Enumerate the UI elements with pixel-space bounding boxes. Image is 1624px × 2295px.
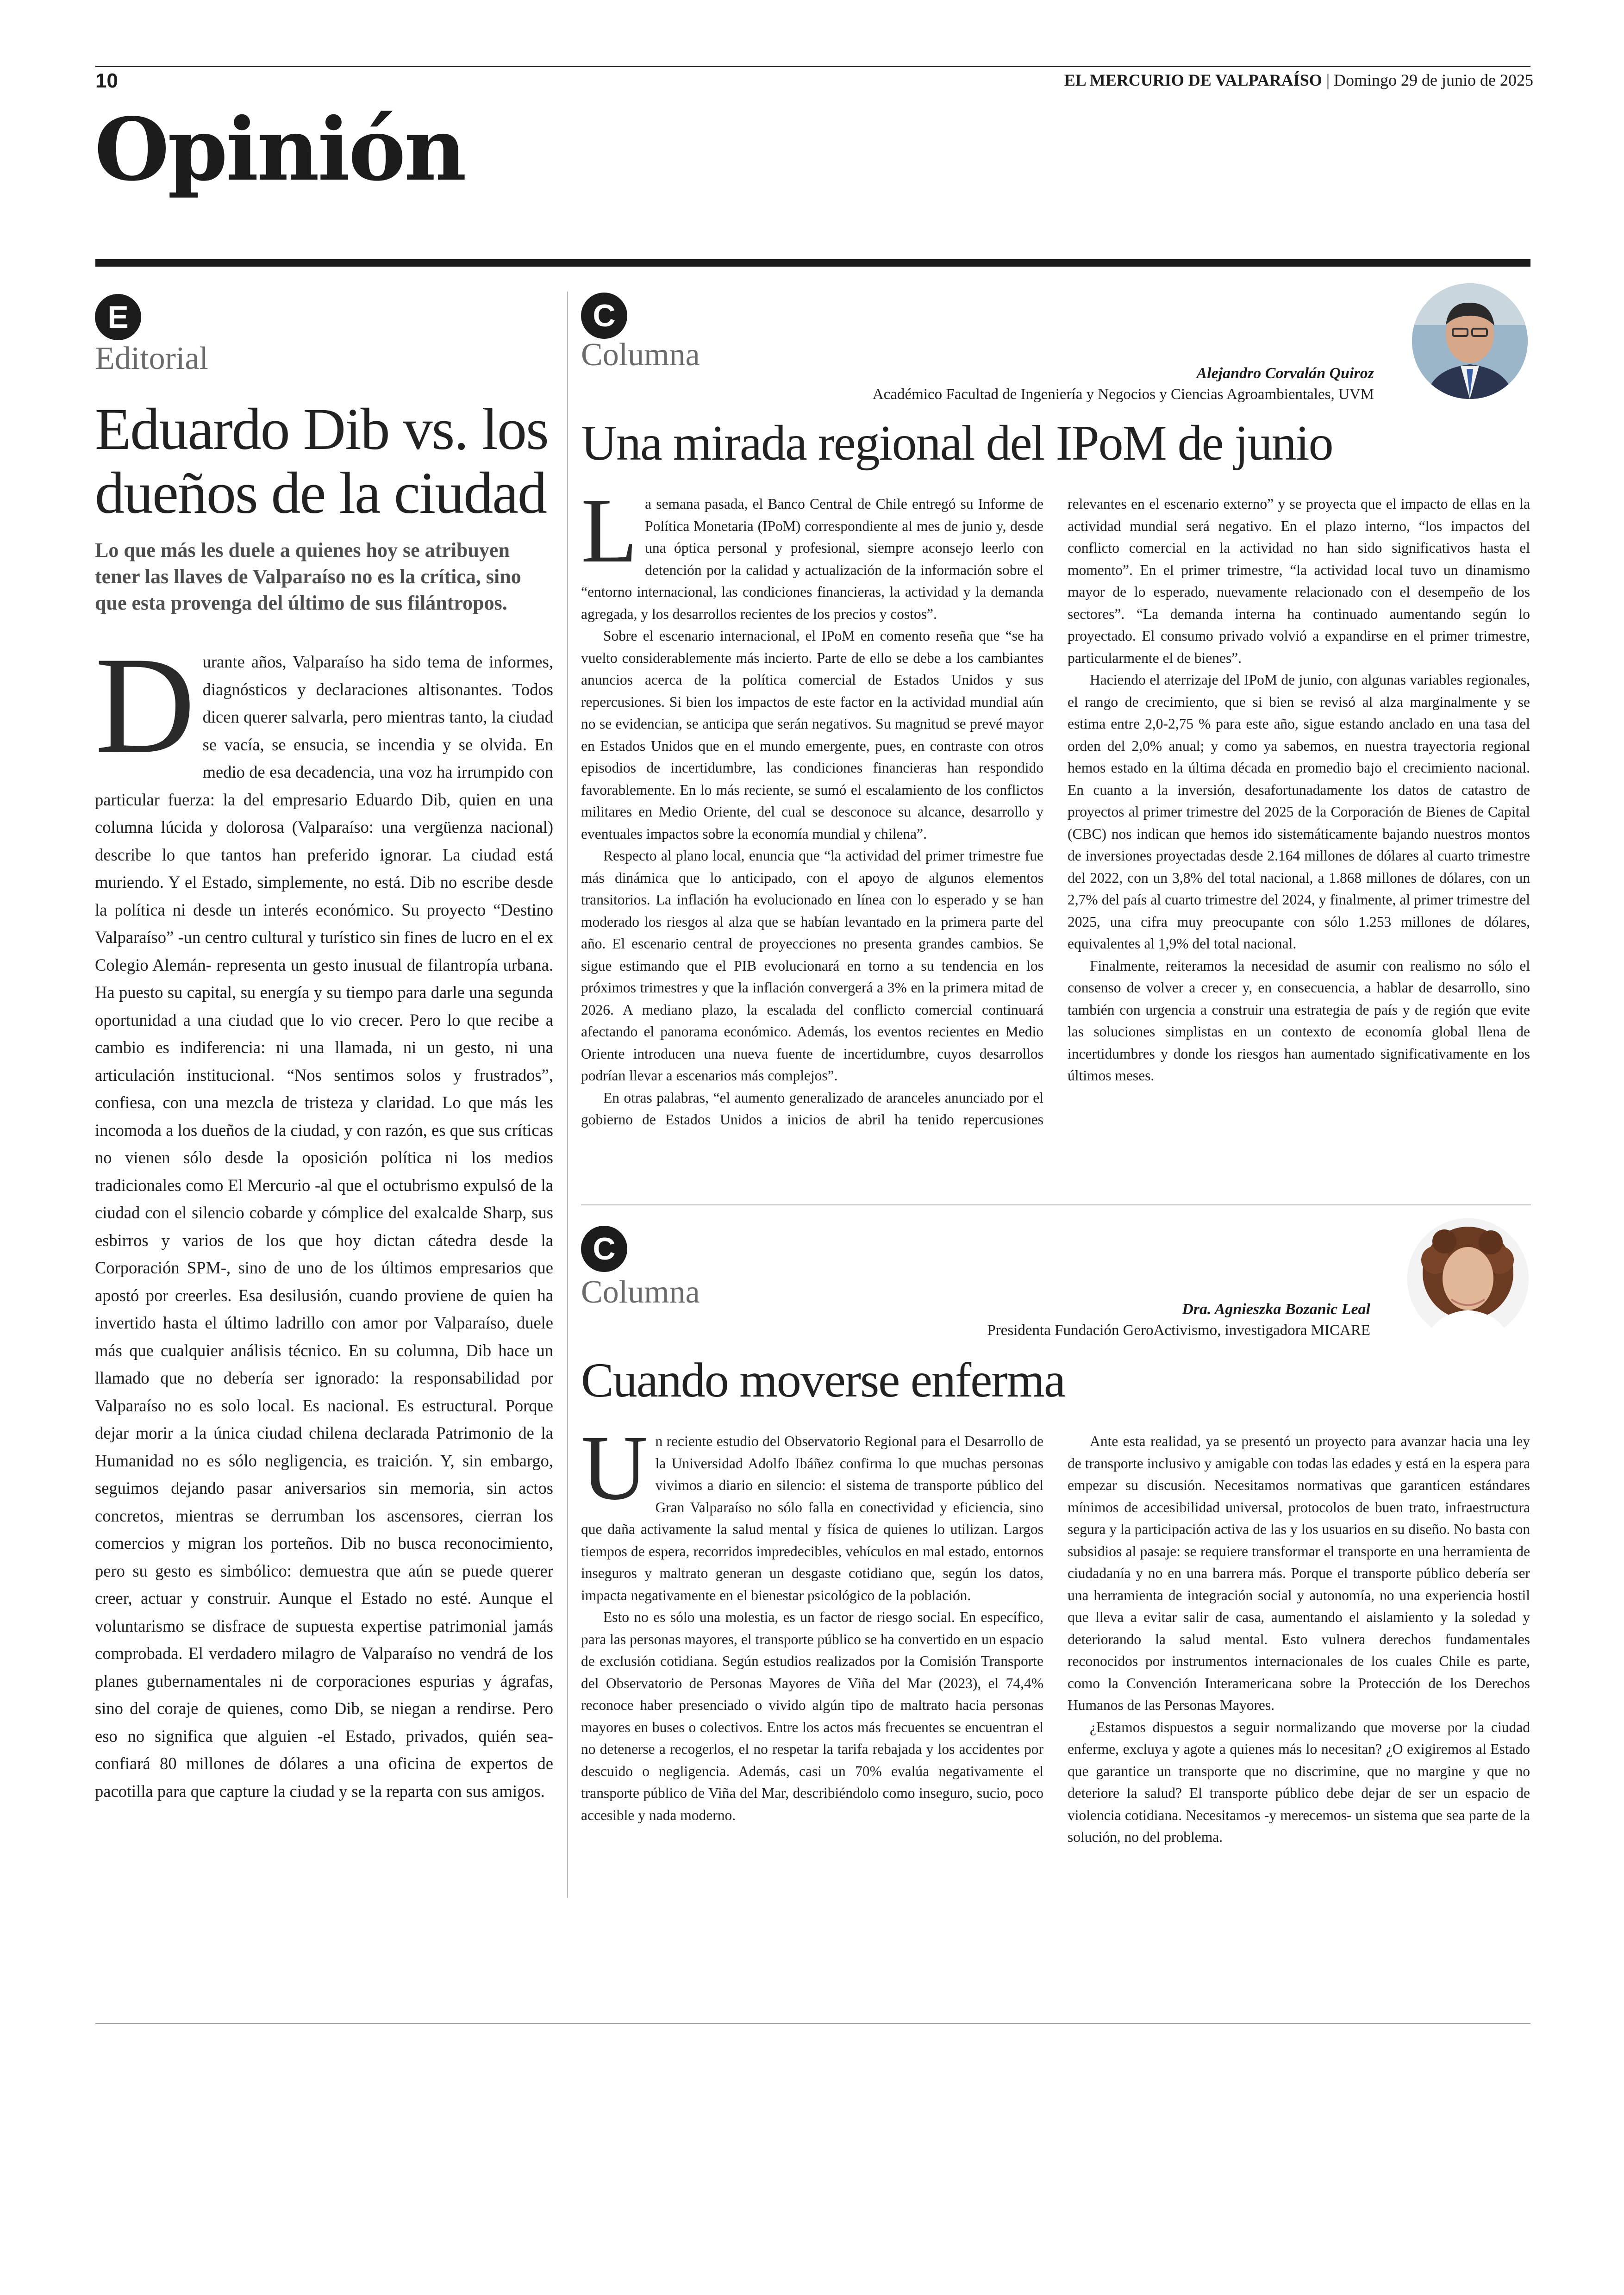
- column-2-paragraph: ¿Estamos dispuestos a seguir normalizando que moverse por la ciudad enferme, excluya y agote a quienes más lo necesitan? ¿O exigiremos al Estado que garantice un transporte que no discrimine, que no margine y que no deteriore la salud? El transporte público debe dejar de ser un espacio de violencia cotidiana. Necesitamos -y merecemos- un sistema que sea parte de la solución, no del problema.: [1068, 1719, 1530, 1845]
- column-1-author: [873, 365, 1374, 403]
- author-portrait-female-icon: [1407, 1218, 1529, 1340]
- column-1-paragraph: La semana pasada, el Banco Central de Chile entregó su Informe de Política Monetaria (IPoM) correspondiente al mes de junio y, desde una óptica personal y profesional, siempre aconsejo leerlo con detención por la calidad y actualización de la información sobre el “entorno internacional, las condiciones financieras, la actividad y la demanda agregada, y los desarrollos recientes de los precios y costos”.: [581, 480, 1043, 622]
- column-1-dropcap: L: [581, 480, 638, 582]
- masthead-dateline: [1064, 70, 1533, 90]
- editorial-kicker: Editorial: [95, 341, 208, 376]
- column-2-author: [987, 1301, 1370, 1339]
- section-thick-rule: [95, 259, 1530, 267]
- editorial-dropcap: D: [95, 628, 195, 782]
- column-1-kicker: Columna: [581, 337, 700, 373]
- column-1-headline: Una mirada regional del IPoM de junio: [581, 416, 1333, 471]
- column-2-dropcap: U: [581, 1417, 648, 1519]
- column-2-body: [581, 1417, 1530, 1912]
- column-2-badge: C: [581, 1226, 627, 1272]
- column-1-author-role: Académico Facultad de Ingeniería y Negocios y Ciencias Agroambientales, UVM: [872, 386, 1374, 403]
- bottom-rule: [95, 2023, 1530, 2024]
- column-2-author-name: Dra. Agnieszka Bozanic Leal: [1182, 1301, 1370, 1318]
- author-photo-corvalan: [1412, 283, 1528, 399]
- column-2-kicker: Columna: [581, 1274, 700, 1310]
- column-2-paragraph: Un reciente estudio del Observatorio Regional para el Desarrollo de la Universidad Adolfo Ibáñez confirma lo que muchas personas vivimos a diario en silencio: el sistema de transporte público del Gran Valparaíso no sólo falla en conectividad y eficiencia, sino que daña activamente la salud mental y física de quienes lo utilizan. Largos tiempos de espera, recorridos impredecibles, vehículos en mal estado, entornos inseguros y maltrato generan un desgaste cotidiano que, según los datos, impacta negativamente en el bienestar psicológico de la población.: [581, 1417, 1043, 1603]
- section-title: Opinión: [94, 99, 465, 200]
- column-1-paragraph: En otras palabras, “el aumento generalizado de aranceles anunciado por el gobierno de Estados Unidos a inicios de abril ha tenido repercusiones relevantes en el escenario externo” y se proyecta que el impacto de ellas en la actividad mundial será negativo. En el plazo interno, “los impactos del conflicto comercial en la actividad no han sido significativos hasta el momento”. En el primer trimestre, “la actividad local tuvo un dinamismo mayor de lo esperado, nuevamente relacionado con el desempeño de los sectores”. “La demanda interna ha continuado aumentando según lo proyectado. El consumo privado volvió a expandirse en el primer trimestre, particularmente el de bienes”.: [581, 496, 1530, 1128]
- column-2-paragraph: Ante esta realidad, ya se presentó un proyecto para avanzar hacia una ley de transporte inclusivo y amigable con todas las edades y está en la espera para empezar su discusión. Necesitamos normativas que garanticen estándares mínimos de accesibilidad universal, protocolos de buen trato, infraestructura segura y la participación activa de las y los usuarios en su diseño. No basta con subsidios al pasaje: se requiere transformar el transporte en una herramienta de ciudadanía y no en una barrera más. Porque el transporte público debería ser una herramienta de integración social y autonomía, no una experiencia hostil que lleva a evitar salir de casa, aumentando el aislamiento y la soledad y deteriorando la salud mental. Esto vulnera derechos fundamentales reconocidos por instrumentos internacionales de los cuales Chile es parte, como la Convención Interamericana sobre la Protección de los Derechos Humanos de las Personas Mayores.: [1068, 1433, 1530, 1713]
- author-photo-bozanic: [1407, 1218, 1529, 1340]
- top-thin-rule: [95, 66, 1530, 67]
- dateline-separator: |: [1326, 71, 1334, 89]
- column-1-paragraph: Haciendo el aterrizaje del IPoM de junio, con algunas variables regionales, el rango de crecimiento, que si bien se revisó al alza marginalmente y se estima entre 2,0-2,75 % para este año, sigue estando anclado en una tasa del orden del 2,0% anual; y como ya sabemos, en nuestra trayectoria regional hemos estado en la última década en promedio bajo el crecimiento nacional. En cuanto a la inversión, desafortunadamente los datos de catastro de proyectos al primer trimestre del 2025 de la Corporación de Bienes de Capital (CBC) nos indican que hemos ido sistemáticamente bajando nuestros montos de inversiones proyectadas desde 2.164 millones de dólares al cuarto trimestre del 2022, con un 3,8% del total nacional, a 1.868 millones de dólares, con un 2,7% del país al cuarto trimestre del 2024, y finalmente, al primer trimestre del 2025, una cifra muy preocupante con sólo 1.253 millones de dólares, equivalentes al 1,9% del total nacional.: [1068, 672, 1530, 952]
- column-1-author-name: Alejandro Corvalán Quiroz: [1196, 365, 1374, 382]
- column-2-author-role: Presidenta Fundación GeroActivismo, investigadora MICARE: [987, 1322, 1370, 1339]
- publication-name: EL MERCURIO DE VALPARAÍSO: [1064, 71, 1322, 89]
- column-1-paragraph: Sobre el escenario internacional, el IPoM en comento reseña que “se ha vuelto considerablemente más incierto. Parte de ello se debe a los cambiantes anuncios acerca de la política comercial de Estados Unidos y sus repercusiones. Si bien los impactos de este factor en la actividad mundial aún no se evidencian, se anticipa que serán negativos. Su magnitud se prevé mayor en Estados Unidos que en el mundo emergente, pues, en contraste con otros episodios de incertidumbre, las condiciones financieras han respondido favorablemente. En lo más reciente, se sumó el escalamiento de los conflictos militares en Medio Oriente, del cual se desconoce su alcance, desarrollo y eventuales impactos sobre la economía mundial y chilena”.: [581, 628, 1043, 842]
- column-1-paragraph: Respecto al plano local, enuncia que “la actividad del primer trimestre fue más dinámica que lo anticipado, con el apoyo de algunos elementos transitorios. La inflación ha evolucionado en línea con lo esperado y se han moderado los riesgos al alza que se habían levantado en la primera parte del año. El escenario central de proyecciones no presenta grandes cambios. Se sigue estimando que el PIB evolucionará en torno a su tendencia en los próximos trimestres y que la inflación convergerá a 3% en la primera mitad de 2026. A mediano plazo, la escalada del conflicto comercial continuará afectando el panorama económico. Además, los eventos recientes en Medio Oriente introducen una nueva fuente de incertidumbre, cuyos desarrollos podrían llevar a escenarios más complejos”.: [581, 848, 1043, 1084]
- page-number: 10: [95, 69, 118, 92]
- column-1-paragraph: Finalmente, reiteramos la necesidad de asumir con realismo no sólo el consenso de volver a crecer y, en consecuencia, a hablar de desarrollo, sino también con urgencia a construir una estrategia de país y de región que evite las soluciones simplistas en un contexto de economía global llena de incertidumbres y donde los riesgos han aumentado significativamente en los últimos meses.: [1068, 957, 1530, 1084]
- column-divider-horizontal: [581, 1204, 1531, 1205]
- column-2-headline: Cuando moverse enferma: [581, 1353, 1065, 1407]
- editorial-paragraph: Durante años, Valparaíso ha sido tema de informes, diagnósticos y declaraciones altisonantes. Todos dicen querer salvarla, pero mientras tanto, la ciudad se vacía, se ensucia, se incendia y se olvida. En medio de esa decadencia, una voz ha irrumpido con particular fuerza: la del empresario Eduardo Dib, quien en una columna lúcida y dolorosa (Valparaíso: una vergüenza nacional) describe lo que tantos han preferido ignorar. La ciudad está muriendo. Y el Estado, simplemente, no está. Dib no escribe desde la política ni desde un interés económico. Su proyecto “Destino Valparaíso” -un centro cultural y turístico sin fines de lucro en el ex Colegio Alemán- representa un gesto inusual de filantropía urbana. Ha puesto su capital, su energía y su tiempo para darle una segunda oportunidad a una ciudad que lo vio crecer. Pero lo que recibe a cambio es indiferencia: ni una llamada, ni un gesto, ni una articulación institucional. “Nos sentimos solos y frustrados”, confiesa, con una mezcla de tristeza y claridad. Lo que más les incomoda a los dueños de la ciudad, y con razón, es que sus críticas no vienen sólo desde la oposición política ni los medios tradicionales como El Mercurio -al que el octubrismo expulsó de la ciudad con el silencio cobarde y cómplice del exalcalde Sharp, sus esbirros y varios de los que hoy dictan cátedra desde la Corporación SPM-, sino de uno de los últimos empresarios que apostó por creerles. Esa desilusión, cuando proviene de quien ha invertido hasta el último ladrillo con amor por Valparaíso, duele más que cualquier análisis técnico. En su columna, Dib hace un llamado que no debería ser ignorado: la responsabilidad por Valparaíso no es solo local. Es nacional. Es estructural. Porque dejar morir a la única ciudad chilena declarada Patrimonio de la Humanidad no es sólo negligencia, es traición. Y, sin embargo, seguimos dejando pasar aniversarios sin memoria, sin actos concretos, mientras se derrumban los ascensores, cierran los comercios y migran los porteños. Dib no busca reconocimiento, pero su gesto es simbólico: demuestra que aún se puede querer creer, actuar y construir. Aunque el Estado no esté. Aunque el voluntarismo se disfrace de supuesta expertise patrimonial jamás comprobada. El verdadero milagro de Valparaíso no vendrá de los planes gubernamentales ni de corporaciones espurias y ágrafas, sino del coraje de quienes, como Dib, se niegan a rendirse. Pero eso no significa que alguien -el Estado, privados, quién sea- confiará 80 millones de dólares a una oficina de expertos de pacotilla para que capture la ciudad y se la reparta con sus amigos.: [95, 628, 553, 1801]
- editorial-lead: Lo que más les duele a quienes hoy se atribuyen tener las llaves de Valparaíso no es la crítica, sino que esta provenga del último de sus filántropos.: [95, 539, 521, 615]
- editorial-headline: Eduardo Dib vs. los dueños de la ciudad: [95, 396, 548, 526]
- column-1-body: [581, 480, 1530, 1197]
- column-1-badge: C: [581, 293, 627, 339]
- editorial-badge: E: [95, 294, 141, 340]
- editorial-body: [95, 628, 553, 1805]
- publication-date: Domingo 29 de junio de 2025: [1334, 71, 1533, 89]
- author-portrait-male-icon: [1412, 283, 1528, 399]
- column-divider-vertical: [567, 292, 568, 1898]
- column-2-paragraph: Esto no es sólo una molestia, es un factor de riesgo social. En específico, para las personas mayores, el transporte público se ha convertido en un espacio de exclusión cotidiana. Según estudios realizados por la Comisión Transporte del Observatorio de Personas Mayores de Viña del Mar (2023), el 74,4% reconoce haber presenciado o vivido algún tipo de maltrato hacia personas mayores en buses o colectivos. Entre los actos más frecuentes se encuentran el no detenerse a recogerlos, el no respetar la tarifa rebajada y los accidentes por descuido o negligencia. Además, casi un 70% evalúa negativamente el transporte público de Viña del Mar, describiéndolo como inseguro, sucio, poco accesible y nada moderno.: [581, 1609, 1043, 1823]
